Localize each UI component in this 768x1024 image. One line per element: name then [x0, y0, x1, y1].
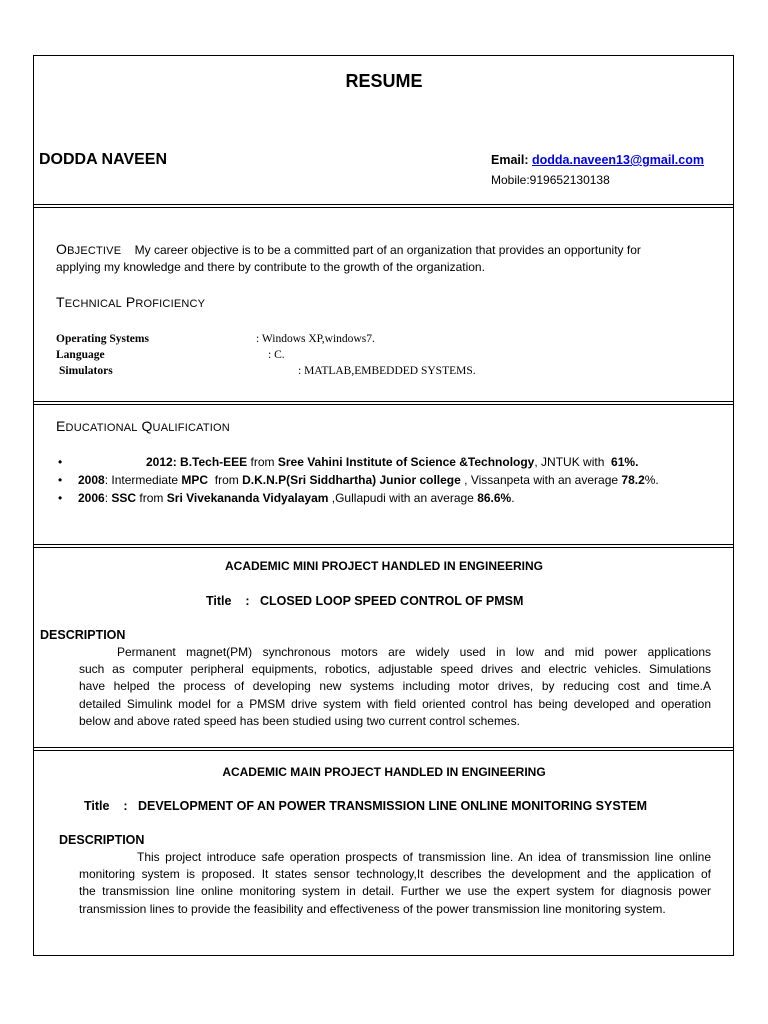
education-item: 2006: SSC from Sri Vivekananda Vidyalayam ,Gullapudi with an average 86.6%. — [78, 491, 515, 505]
section-divider — [33, 544, 734, 548]
resume-frame — [33, 55, 734, 956]
main-project-heading: ACADEMIC MAIN PROJECT HANDLED IN ENGINEERING — [222, 765, 546, 779]
education-item: 2008: Intermediate MPC from D.K.N.P(Sri Siddhartha) Junior college , Vissanpeta with an average 78.2%. — [78, 473, 659, 487]
tech-value: : C. — [268, 349, 285, 361]
objective-heading: OBJECTIVE — [56, 241, 122, 257]
tech-label: Simulators — [59, 365, 113, 377]
main-project-description-heading: DESCRIPTION — [59, 833, 145, 847]
education-item: 2012: B.Tech-EEE from Sree Vahini Institute of Science &Technology, JNTUK with 61%. — [146, 455, 639, 469]
section-divider — [33, 747, 734, 751]
email-label: Email: — [491, 153, 532, 167]
tech-value: : MATLAB,EMBEDDED SYSTEMS. — [298, 365, 476, 377]
bullet-dot: • — [58, 491, 63, 505]
bullet-dot: • — [58, 455, 63, 469]
mini-project-heading: ACADEMIC MINI PROJECT HANDLED IN ENGINEERING — [224, 559, 544, 573]
bullet-dot: • — [58, 473, 63, 487]
objective-line-2: applying my knowledge and there by contribute to the growth of the organization. — [56, 260, 485, 274]
main-project-description: This project introduce safe operation prospects of transmission line. An idea of transmission line online monitoring system is proposed. It states sensor technology,It describes the development and the application of the transmission line online monitoring system in detail. Further we use the expert system for diagnosis power transmission lines to provide the feasibility and effectiveness of the power transmission line monitoring system. — [79, 850, 711, 916]
mini-project-description: Permanent magnet(PM) synchronous motors are widely used in low and mid power applications such as computer peripheral equipments, robotics, adjustable speed drives and electric vehicles. Simulations have helped the process of developing new systems including motor drives, by reducing cost and time.A detailed Simulink model for a PMSM drive system with field oriented control has being developed and operation below and above rated speed has been studied using two current control schemes. — [79, 645, 711, 728]
mobile-number: Mobile:919652130138 — [491, 173, 610, 187]
education-heading: EDUCATIONAL QUALIFICATION — [56, 418, 230, 434]
section-divider — [33, 204, 734, 208]
mini-project-title-row: Title : CLOSED LOOP SPEED CONTROL OF PMSM — [206, 594, 524, 608]
tech-label: Language — [56, 349, 105, 361]
technical-heading: TECHNICAL PROFICIENCY — [56, 294, 206, 310]
tech-label: Operating Systems — [56, 333, 149, 345]
tech-value: : Windows XP,windows7. — [256, 333, 375, 345]
main-project-title-row: Title : DEVELOPMENT OF AN POWER TRANSMISSION LINE ONLINE MONITORING SYSTEM — [84, 799, 648, 813]
section-divider — [33, 401, 734, 405]
email-row — [491, 153, 704, 167]
objective-line-1: OBJECTIVE My career objective is to be a committed part of an organization that provides an opportunity for — [56, 241, 641, 257]
candidate-name: DODDA NAVEEN — [39, 151, 168, 168]
mini-project-description-heading: DESCRIPTION — [40, 628, 126, 642]
page-title: RESUME — [345, 71, 423, 91]
email-link[interactable]: dodda.naveen13@gmail.com — [532, 153, 704, 167]
